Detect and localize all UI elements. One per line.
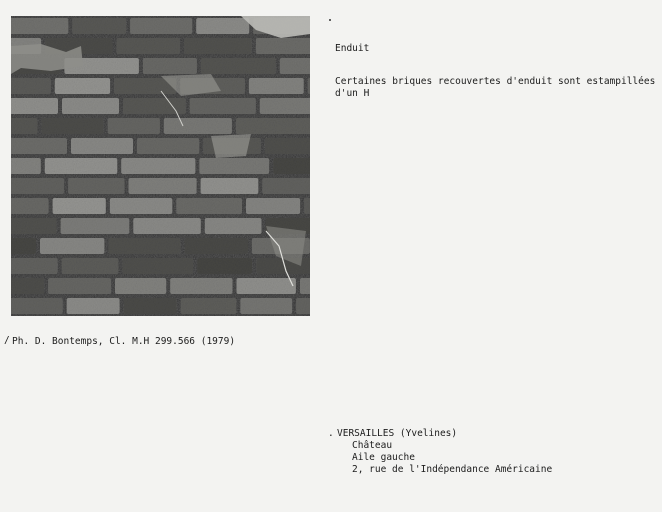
credit-tick: / (4, 335, 10, 346)
brick-wall-photo (11, 16, 310, 316)
photo-credit: Ph. D. Bontemps, Cl. M.H 299.566 (1979) (12, 336, 236, 347)
subject-label: Enduit (335, 43, 370, 54)
location-commune: VERSAILLES (Yvelines) (337, 428, 458, 439)
mark-dot (329, 19, 331, 21)
location-bullet: . (328, 428, 334, 439)
location-building: Château (352, 440, 393, 451)
brick-wall-image (11, 16, 310, 316)
description-line-1: Certaines briques recouvertes d'enduit sont estampillées (335, 76, 656, 87)
location-address: 2, rue de l'Indépendance Américaine (352, 464, 553, 475)
location-part: Aile gauche (352, 452, 415, 463)
description-line-2: d'un H (335, 88, 370, 99)
